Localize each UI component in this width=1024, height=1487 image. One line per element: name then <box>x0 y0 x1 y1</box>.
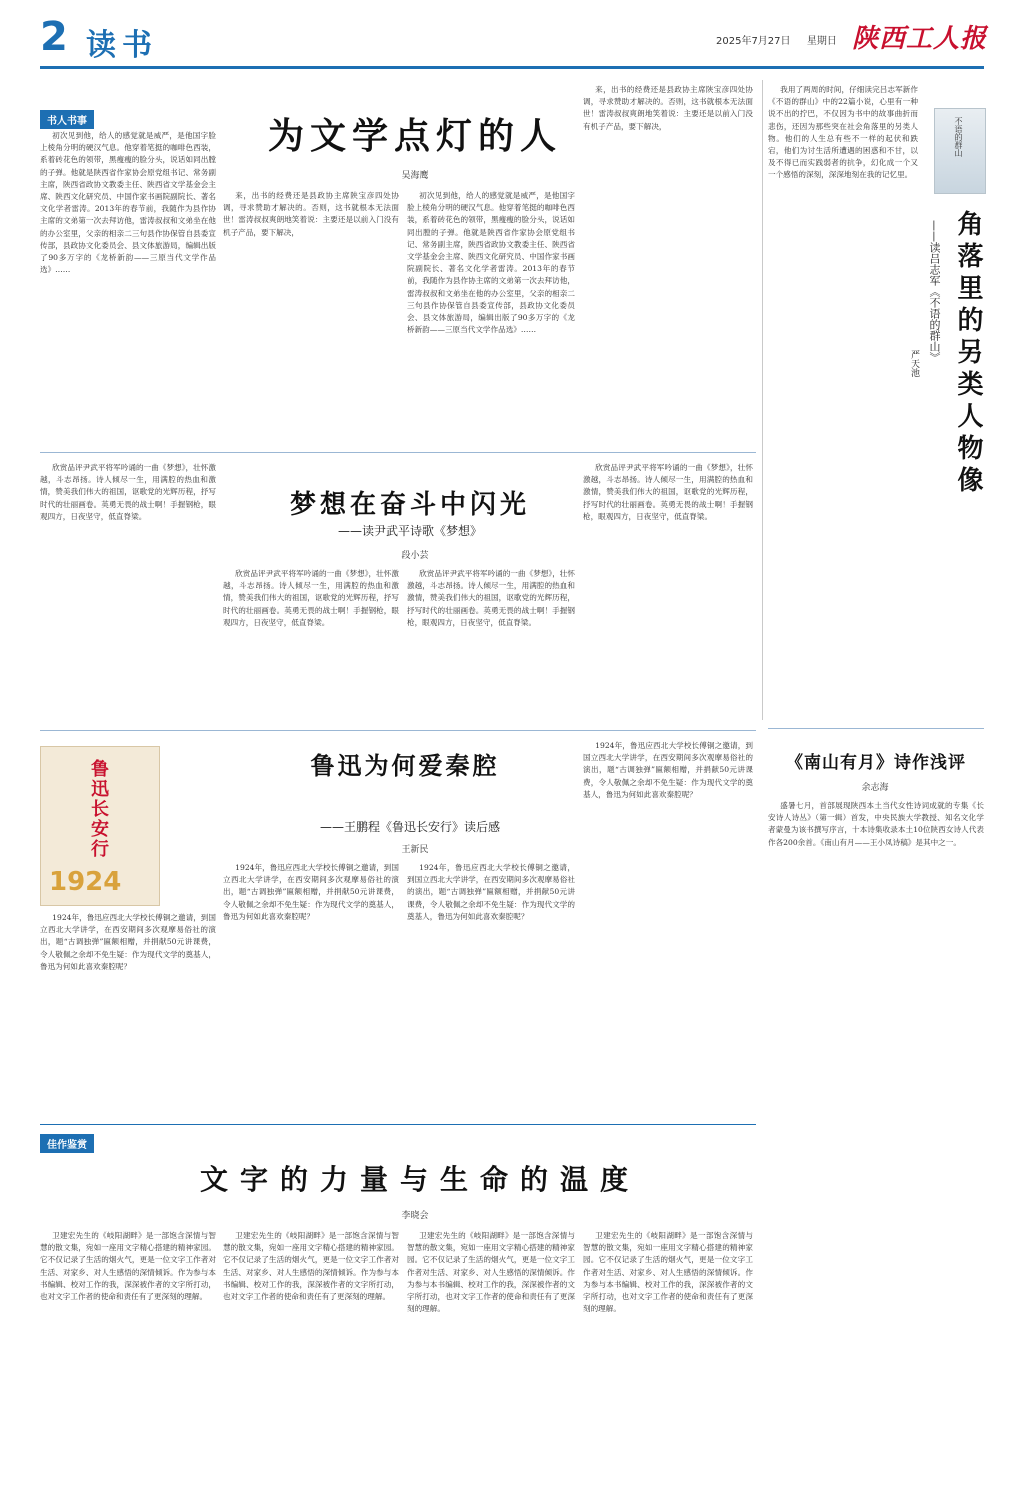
article3-title: 鲁迅为何爱秦腔 <box>310 752 500 780</box>
sidebar-divider <box>762 80 763 720</box>
sidebar-text <box>768 84 918 720</box>
article3-book-cover <box>40 746 160 906</box>
article1-col3-text: 初次见到他，给人的感觉就是威严，是他国字脸上棱角分明的硬汉气息。他穿着笔挺的咖啡色西装，系着砖花色的领带，黑瘦瘦的脸分头，说话如同出膛的子弹。他就是陕西省作家协会原党组书记、常务副主席，陕西省政协文教委主任、陕西省文学基金会主席、陕西文化研究员、中国作家书画院副院长、著名文化学者雷涛。2013年的春节前，我随作为县作协主席的文弟第一次去拜访他，雷涛叔叔和文弟坐在他的办公室里，父亲的相亲二三句县作协保管自县委宣传部，县政协文化委员会、县文体旅游局，编辑出版了90多万字的《龙桥新韵——三原当代文学作品选》…… <box>407 191 575 335</box>
date-text: 2025年7月27日 <box>716 36 791 47</box>
divider-1 <box>40 452 756 453</box>
article2-column-1 <box>40 462 216 718</box>
article5-column-1 <box>40 1230 216 1476</box>
article1-author: 吴海鹰 <box>401 171 429 181</box>
article1-column-4 <box>583 84 753 440</box>
section-name: 读书 <box>86 28 158 63</box>
article5-col1-text: 卫建宏先生的《岐阳湖畔》是一部饱含深情与智慧的散文集，宛如一座用文字精心搭建的精神家园。它不仅记录了生活的烟火气，更是一位文字工作者对生活、对家乡、对人生感悟的深情倾诉。作为参与本书编辑、校对工作的我，深深被作者的文字所打动，也对文字工作者的使命和责任有了更深刻的理解。 <box>40 1231 216 1302</box>
article1-column-3 <box>407 190 575 440</box>
column-tag-appreciation: 佳作鉴赏 <box>40 1134 94 1153</box>
divider-right <box>768 728 984 729</box>
divider-3 <box>40 1124 756 1125</box>
article3-col2-text: 1924年，鲁迅应西北大学校长傅铜之邀请，到国立西北大学讲学，在西安期间多次观摩易俗社的演出，题“古调独弹”匾额相赠，并捐献50元讲课费，令人敬佩之余却不免生疑：作为现代文学的奠基人，鲁迅为何如此喜欢秦腔呢？ <box>223 863 399 921</box>
masthead-rule <box>40 66 984 69</box>
article1-column-2 <box>223 190 399 440</box>
article2-column-3 <box>407 568 575 718</box>
article1-col4-text: 来，出书的经费还是县政协主席陕宝彦四处协调，寻求赞助才解决的。否则，这书就根本无法面世！雷涛叔叔爽朗地笑着说：主要还是以前入门没有机子产品，要下解决， <box>583 85 753 131</box>
article3-column-3 <box>407 862 575 1112</box>
article5-author: 李晓会 <box>401 1211 429 1221</box>
article1-title: 为文学点灯的人 <box>267 116 562 157</box>
issue-date <box>716 32 837 47</box>
article4-text-body: 盛暑七月，首部展现陕西本土当代女性诗词成就的专集《长安诗人诗丛》（第一辑）首发，中央民族大学教授、知名文化学者蒙曼为该书撰写序言，十本诗集收录本土10位陕西女诗人代表作各200余首。《南山有月——王小凤诗稿》是其中之一。 <box>768 801 984 847</box>
article4-text <box>768 800 984 1476</box>
article2-title: 梦想在奋斗中闪光 <box>289 490 530 520</box>
article3-column-1 <box>40 912 216 1112</box>
article3-book-title: 鲁迅长安行 <box>88 759 109 859</box>
article3-subtitle: ——王鹏程《鲁迅长安行》读后感 <box>319 820 500 834</box>
article1-col2-text: 来，出书的经费还是县政协主席陕宝彦四处协调，寻求赞助才解决的。否则，这书就根本无法面世！雷涛叔叔爽朗地笑着说：主要还是以前入门没有机子产品，要下解决， <box>223 191 399 237</box>
article2-col1-text: 欣赏品评尹武平将军吟诵的一曲《梦想》，壮怀激越，斗志昂扬。诗人倾尽一生，用满腔的热血和激情，赞美我们伟大的祖国，讴歌党的光辉历程，抒写时代的壮丽画卷。英勇无畏的战士啊！手握钢枪，眼观四方，日夜坚守，低直脊梁。 <box>40 463 216 521</box>
article2-col3-text: 欣赏品评尹武平将军吟诵的一曲《梦想》，壮怀激越，斗志昂扬。诗人倾尽一生，用满腔的热血和激情，赞美我们伟大的祖国，讴歌党的光辉历程，抒写时代的壮丽画卷。英勇无畏的战士啊！手握钢枪，眼观四方，日夜坚守，低直脊梁。 <box>407 569 575 627</box>
weekday-text: 星期日 <box>806 36 837 47</box>
article5-column-2 <box>223 1230 399 1476</box>
article3-book-year: 1924 <box>49 867 122 897</box>
article3-column-4 <box>583 740 753 1112</box>
sidebar-author: 严天池 <box>909 350 919 377</box>
column-tag-book-people: 书人书事 <box>40 110 94 129</box>
sidebar-vertical-title: 角落里的另类人物像 <box>953 210 983 498</box>
article2-col4-text: 欣赏品评尹武平将军吟诵的一曲《梦想》，壮怀激越，斗志昂扬。诗人倾尽一生，用满腔的热血和激情，赞美我们伟大的祖国，讴歌党的光辉历程，抒写时代的壮丽画卷。英勇无畏的战士啊！手握钢枪，眼观四方，日夜坚守，低直脊梁。 <box>583 463 753 521</box>
article2-subtitle: ——读尹武平诗歌《梦想》 <box>337 524 482 538</box>
article5-title: 文字的力量与生命的温度 <box>199 1163 640 1196</box>
divider-2 <box>40 730 756 731</box>
article2-column-4 <box>583 462 753 718</box>
article5-column-3 <box>407 1230 575 1476</box>
article3-col1-text: 1924年，鲁迅应西北大学校长傅铜之邀请，到国立西北大学讲学，在西安期间多次观摩易俗社的演出，题“古调独弹”匾额相赠，并捐献50元讲课费，令人敬佩之余却不免生疑：作为现代文学的奠基人，鲁迅为何如此喜欢秦腔呢？ <box>40 913 216 971</box>
article3-column-2 <box>223 862 399 1112</box>
article4-author: 余志海 <box>861 783 889 793</box>
article1-column-1 <box>40 130 216 440</box>
article5-col2-text: 卫建宏先生的《岐阳湖畔》是一部饱含深情与智慧的散文集，宛如一座用文字精心搭建的精神家园。它不仅记录了生活的烟火气，更是一位文字工作者对生活、对家乡、对人生感悟的深情倾诉。作为参与本书编辑、校对工作的我，深深被作者的文字所打动，也对文字工作者的使命和责任有了更深刻的理解。 <box>223 1231 399 1302</box>
sidebar-book-title: 不语的群山 <box>954 117 963 157</box>
sidebar-book-cover <box>934 108 986 194</box>
article1-col1-text: 初次见到他，给人的感觉就是威严，是他国字脸上棱角分明的硬汉气息。他穿着笔挺的咖啡色西装，系着砖花色的领带，黑瘦瘦的脸分头，说话如同出膛的子弹。他就是陕西省作家协会原党组书记、常务副主席，陕西省政协文教委主任、陕西省文学基金会主席、陕西文化研究员、中国作家书画院副院长、著名文化学者雷涛。2013年的春节前，我随作为县作协主席的文弟第一次去拜访他，雷涛叔叔和文弟坐在他的办公室里，父亲的相亲二三句县作协保管自县委宣传部，县政协文化委员会、县文体旅游局，编辑出版了90多万字的《龙桥新韵——三原当代文学作品选》…… <box>40 131 216 275</box>
article3-author: 王新民 <box>401 845 429 855</box>
article2-column-2 <box>223 568 399 718</box>
masthead <box>0 0 1024 76</box>
article5-col3-text: 卫建宏先生的《岐阳湖畔》是一部饱含深情与智慧的散文集，宛如一座用文字精心搭建的精神家园。它不仅记录了生活的烟火气，更是一位文字工作者对生活、对家乡、对人生感悟的深情倾诉。作为参与本书编辑、校对工作的我，深深被作者的文字所打动，也对文字工作者的使命和责任有了更深刻的理解。 <box>407 1231 575 1314</box>
article3-col3-text: 1924年，鲁迅应西北大学校长傅铜之邀请，到国立西北大学讲学，在西安期间多次观摩易俗社的演出，题“古调独弹”匾额相赠，并捐献50元讲课费，令人敬佩之余却不免生疑：作为现代文学的奠基人，鲁迅为何如此喜欢秦腔呢？ <box>407 863 575 921</box>
sidebar-text-body: 我用了两周的时间，仔细读完吕志军新作《不语的群山》中的22篇小说，心里有一种说不出的拧巴，不仅因为书中的故事曲折而悲伤，还因为那些突在社会角落里的另类人物。他们的人生总有些不一样的起伏和跌宕，他们为讨生活所遭遇的困惑和不甘，以及不得已而实践弱者的抗争，幻化成一个又一个感悟的深刻，深深地刻在我的记忆里。 <box>768 85 918 180</box>
article5-column-4 <box>583 1230 753 1476</box>
article5-col4-text: 卫建宏先生的《岐阳湖畔》是一部饱含深情与智慧的散文集，宛如一座用文字精心搭建的精神家园。它不仅记录了生活的烟火气，更是一位文字工作者对生活、对家乡、对人生感悟的深情倾诉。作为参与本书编辑、校对工作的我，深深被作者的文字所打动，也对文字工作者的使命和责任有了更深刻的理解。 <box>583 1231 753 1314</box>
article2-author: 段小芸 <box>401 551 429 561</box>
article2-col2-text: 欣赏品评尹武平将军吟诵的一曲《梦想》，壮怀激越，斗志昂扬。诗人倾尽一生，用满腔的热血和激情，赞美我们伟大的祖国，讴歌党的光辉历程，抒写时代的壮丽画卷。英勇无畏的战士啊！手握钢枪，眼观四方，日夜坚守，低直脊梁。 <box>223 569 399 627</box>
article3-col4-text: 1924年，鲁迅应西北大学校长傅铜之邀请，到国立西北大学讲学，在西安期间多次观摩易俗社的演出，题“古调独弹”匾额相赠，并捐献50元讲课费，令人敬佩之余却不免生疑：作为现代文学的奠基人，鲁迅为何如此喜欢秦腔呢？ <box>583 741 753 799</box>
sidebar-vertical-subtitle: ——读吕志军《不语的群山》 <box>928 220 941 363</box>
article4-title: 《南山有月》诗作浅评 <box>786 753 966 773</box>
paper-logo: 陕西工人报 <box>852 24 988 54</box>
page-number: 2 <box>40 14 68 60</box>
